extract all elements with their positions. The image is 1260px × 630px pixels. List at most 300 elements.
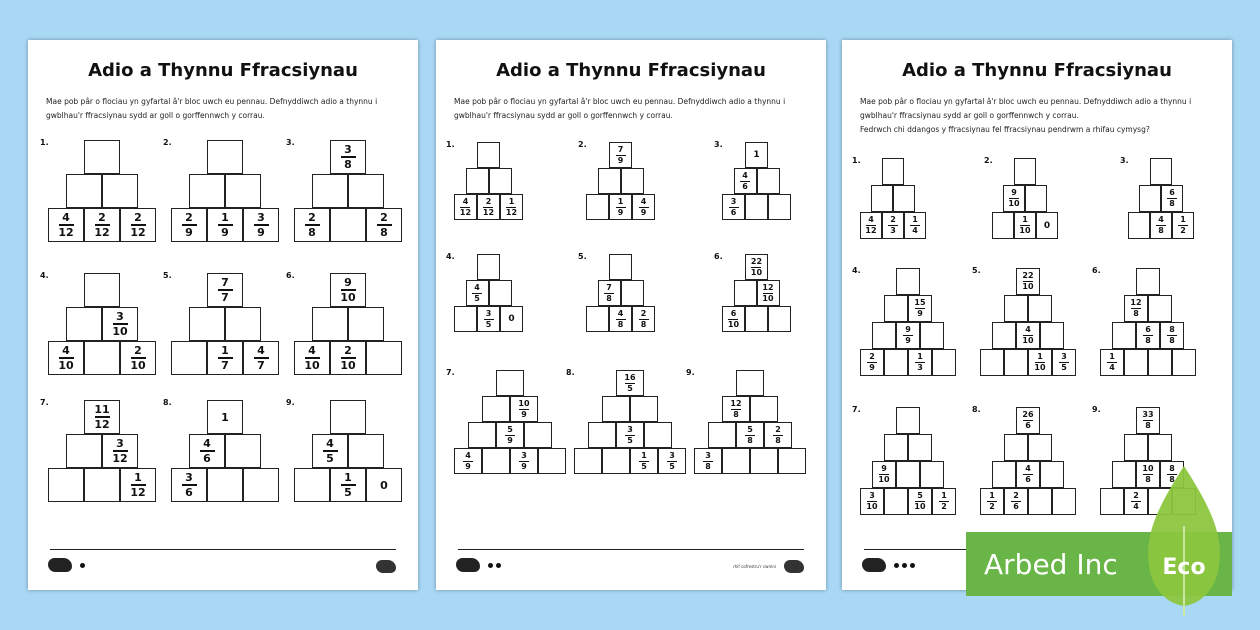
pyramid-block[interactable]: [243, 341, 279, 375]
pyramid-block[interactable]: [745, 142, 768, 168]
denominator: 12: [94, 225, 110, 239]
numerator: 9: [344, 276, 352, 290]
numerator: 3: [669, 450, 675, 460]
pyramid-block[interactable]: [1128, 212, 1150, 239]
pyramid-block[interactable]: [992, 461, 1016, 488]
fraction: [624, 374, 635, 393]
pyramid-block[interactable]: [510, 448, 538, 474]
fraction: [878, 465, 889, 484]
puzzle-number: 3.: [286, 138, 295, 147]
numerator: 6: [1169, 188, 1175, 197]
fraction: [914, 492, 925, 511]
pyramid-block[interactable]: [1028, 488, 1052, 515]
fraction: [1131, 492, 1141, 511]
pyramid-block[interactable]: [366, 341, 402, 375]
fraction: [304, 345, 319, 371]
difficulty-dot: [488, 563, 493, 568]
pyramid-block[interactable]: [1052, 349, 1076, 376]
numerator: 2: [775, 424, 781, 434]
pyramid-block[interactable]: [1100, 349, 1124, 376]
pyramid-block[interactable]: [1040, 322, 1064, 349]
fraction: [939, 492, 949, 511]
fraction: [1130, 299, 1141, 318]
worksheet-title: Adio a Thynnu Ffracsiynau: [902, 60, 1172, 81]
pyramid-block[interactable]: [630, 448, 658, 474]
pyramid-block[interactable]: [1172, 212, 1194, 239]
pyramid-block[interactable]: [1004, 295, 1028, 322]
pyramid-block[interactable]: [294, 208, 330, 242]
pyramid-block[interactable]: [882, 158, 904, 185]
pyramid-block[interactable]: [602, 396, 630, 422]
pyramid-block[interactable]: [466, 280, 489, 306]
pyramid-block[interactable]: [734, 168, 757, 194]
pyramid-block[interactable]: [736, 422, 764, 448]
pyramid-block[interactable]: [120, 208, 156, 242]
denominator: 6: [730, 207, 737, 217]
denominator: 6: [185, 485, 193, 499]
pyramid-block[interactable]: [1148, 349, 1172, 376]
pyramid-block[interactable]: [768, 306, 791, 332]
fraction: [728, 310, 739, 329]
pyramid-block[interactable]: [893, 185, 915, 212]
denominator: 8: [733, 409, 739, 419]
difficulty-dot: [496, 563, 501, 568]
pyramid-block[interactable]: [312, 434, 348, 468]
pyramid-block[interactable]: [207, 341, 243, 375]
pyramid-block[interactable]: [750, 448, 778, 474]
pyramid-block[interactable]: [294, 468, 330, 502]
pyramid-block[interactable]: [1160, 322, 1184, 349]
pyramid-block[interactable]: [1124, 295, 1148, 322]
pyramid-block[interactable]: [1052, 488, 1076, 515]
pyramid-block[interactable]: [1028, 434, 1052, 461]
numerator: 6: [730, 308, 737, 318]
pyramid-block[interactable]: [500, 306, 523, 332]
puzzle-number: 5.: [578, 252, 587, 261]
pyramid-block[interactable]: [745, 306, 768, 332]
pyramid-block[interactable]: [616, 422, 644, 448]
pyramid-block[interactable]: [884, 488, 908, 515]
pyramid-block[interactable]: [920, 322, 944, 349]
fraction: [323, 438, 338, 464]
pyramid-block[interactable]: [736, 370, 764, 396]
pyramid-block[interactable]: [586, 306, 609, 332]
denominator: 2: [941, 502, 947, 511]
pyramid-block[interactable]: [294, 341, 330, 375]
pyramid-block[interactable]: [908, 349, 932, 376]
pyramid-block[interactable]: [904, 212, 926, 239]
pyramid-block[interactable]: [1100, 488, 1124, 515]
pyramid-block[interactable]: [1016, 461, 1040, 488]
pyramid-block[interactable]: [1124, 349, 1148, 376]
pyramid-block[interactable]: [1136, 322, 1160, 349]
pyramid-block[interactable]: [1016, 407, 1040, 434]
pyramid-block[interactable]: [1172, 349, 1196, 376]
pyramid-block[interactable]: [609, 142, 632, 168]
pyramid-block[interactable]: [1004, 488, 1028, 515]
denominator: 10: [340, 290, 356, 304]
pyramid-block[interactable]: [524, 422, 552, 448]
pyramid-block[interactable]: [908, 434, 932, 461]
fraction: [616, 310, 626, 329]
pyramid-block[interactable]: [1148, 295, 1172, 322]
pyramid-block[interactable]: [1004, 434, 1028, 461]
pyramid-block[interactable]: [734, 280, 757, 306]
numerator: 2: [98, 211, 106, 225]
pyramid-block[interactable]: [84, 140, 120, 174]
pyramid-block[interactable]: [48, 341, 84, 375]
pyramid-block[interactable]: [1161, 185, 1183, 212]
puzzle-number: 4.: [40, 271, 49, 280]
pyramid-block[interactable]: [477, 254, 500, 280]
denominator: 10: [750, 267, 763, 277]
pyramid-block[interactable]: [496, 422, 524, 448]
pyramid-block[interactable]: [225, 307, 261, 341]
denominator: 5: [1061, 363, 1067, 372]
pyramid-block[interactable]: [884, 434, 908, 461]
pyramid-block[interactable]: [896, 461, 920, 488]
pyramid-block[interactable]: [1014, 158, 1036, 185]
pyramid-block[interactable]: [84, 341, 120, 375]
pyramid-block[interactable]: [860, 212, 882, 239]
numerator: 2: [308, 211, 316, 225]
fraction: [130, 212, 145, 238]
pyramid-block[interactable]: [1148, 434, 1172, 461]
numerator: 3: [869, 491, 875, 500]
fraction: [639, 310, 649, 329]
fraction: [1107, 353, 1117, 372]
pyramid-block[interactable]: [932, 349, 956, 376]
pyramid-block[interactable]: [980, 488, 1004, 515]
pyramid-block[interactable]: [609, 194, 632, 220]
pyramid-block[interactable]: [1040, 461, 1064, 488]
numerator: 22: [750, 256, 763, 266]
pyramid-block[interactable]: [207, 140, 243, 174]
puzzle-number: 3.: [714, 140, 723, 149]
pyramid-block[interactable]: [1028, 349, 1052, 376]
difficulty-dot: [910, 563, 915, 568]
pyramid-block[interactable]: [598, 168, 621, 194]
pyramid-block[interactable]: [189, 434, 225, 468]
footer-stamp-icon: [784, 560, 804, 573]
pyramid-block[interactable]: [1136, 268, 1160, 295]
fraction: [915, 353, 925, 372]
pyramid-block[interactable]: [477, 142, 500, 168]
denominator: 8: [606, 293, 612, 303]
pyramid-block[interactable]: [243, 468, 279, 502]
pyramid-block[interactable]: [1014, 212, 1036, 239]
fraction: [667, 452, 677, 471]
denominator: 10: [762, 293, 774, 303]
pyramid-block[interactable]: [630, 396, 658, 422]
numerator: 4: [308, 344, 316, 358]
pyramid-block[interactable]: [598, 280, 621, 306]
fraction: [1156, 216, 1166, 235]
pyramid-block[interactable]: [992, 322, 1016, 349]
pyramid-block[interactable]: [1112, 322, 1136, 349]
denominator: 10: [304, 358, 320, 372]
pyramid-block[interactable]: [992, 212, 1014, 239]
pyramid-block[interactable]: [489, 168, 512, 194]
pyramid-block[interactable]: [84, 400, 120, 434]
pyramid-block[interactable]: [658, 448, 686, 474]
fraction: [616, 146, 626, 165]
pyramid-block[interactable]: [708, 422, 736, 448]
pyramid-block[interactable]: [120, 341, 156, 375]
fraction: [703, 452, 713, 471]
pyramid-block[interactable]: [66, 307, 102, 341]
pyramid-block[interactable]: [207, 468, 243, 502]
puzzle-number: 8.: [972, 405, 981, 414]
denominator: 8: [1145, 421, 1151, 430]
pyramid-block[interactable]: [616, 370, 644, 396]
denominator: 8: [1169, 336, 1175, 345]
pyramid-block[interactable]: [1124, 434, 1148, 461]
pyramid-block[interactable]: [1150, 212, 1172, 239]
instructions-line: Mae pob pâr o flociau yn gyfartal â'r bloc uwch eu pennau. Defnyddiwch adio a thynnu i: [860, 97, 1192, 106]
fraction: [987, 492, 997, 511]
denominator: 5: [485, 319, 492, 329]
pyramid-block[interactable]: [477, 194, 500, 220]
pyramid-block[interactable]: [764, 422, 792, 448]
pyramid-block[interactable]: [1003, 185, 1025, 212]
pyramid-block[interactable]: [722, 396, 750, 422]
numerator: 2: [185, 211, 193, 225]
pyramid-block[interactable]: [609, 306, 632, 332]
fraction: [340, 345, 355, 371]
pyramid-block[interactable]: [348, 434, 384, 468]
pyramid-block[interactable]: [1150, 158, 1172, 185]
pyramid-block[interactable]: [1036, 212, 1058, 239]
pyramid-block[interactable]: [1016, 268, 1040, 295]
pyramid-block[interactable]: [694, 448, 722, 474]
pyramid-block[interactable]: [48, 208, 84, 242]
pyramid-block[interactable]: [207, 273, 243, 307]
difficulty-dot: [80, 563, 85, 568]
pyramid-block[interactable]: [482, 448, 510, 474]
pyramid-block[interactable]: [454, 194, 477, 220]
fraction: [112, 438, 127, 464]
pyramid-block[interactable]: [207, 400, 243, 434]
pyramid-block[interactable]: [496, 370, 524, 396]
pyramid-block[interactable]: [102, 307, 138, 341]
pyramid-block[interactable]: [872, 461, 896, 488]
pyramid-block[interactable]: [644, 422, 672, 448]
worksheet-page: [28, 40, 418, 590]
pyramid-block[interactable]: [586, 194, 609, 220]
fraction: [910, 216, 920, 235]
pyramid-block[interactable]: [980, 349, 1004, 376]
pyramid-block[interactable]: [884, 295, 908, 322]
pyramid-block[interactable]: [722, 306, 745, 332]
pyramid-block[interactable]: [330, 140, 366, 174]
fraction: [341, 144, 356, 170]
fraction: [1143, 326, 1153, 345]
pyramid-block[interactable]: [538, 448, 566, 474]
pyramid-block[interactable]: [1016, 322, 1040, 349]
pyramid-block[interactable]: [908, 295, 932, 322]
pyramid-block[interactable]: [102, 174, 138, 208]
denominator: 10: [914, 502, 926, 511]
pyramid-block[interactable]: [225, 174, 261, 208]
fraction: [639, 198, 649, 217]
denominator: 5: [326, 451, 334, 465]
pyramid-block[interactable]: [454, 306, 477, 332]
pyramid-block[interactable]: [632, 306, 655, 332]
pyramid-block[interactable]: [330, 400, 366, 434]
pyramid-block[interactable]: [477, 306, 500, 332]
denominator: 9: [617, 155, 624, 165]
numerator: 5: [917, 491, 923, 500]
numerator: 7: [617, 144, 624, 154]
pyramid-block[interactable]: [66, 174, 102, 208]
pyramid-block[interactable]: [872, 322, 896, 349]
denominator: 7: [221, 290, 229, 304]
pyramid-block[interactable]: [48, 468, 84, 502]
pyramid-block[interactable]: [602, 448, 630, 474]
pyramid-block[interactable]: [84, 273, 120, 307]
worksheet-title: Adio a Thynnu Ffracsiynau: [496, 60, 766, 81]
numerator: 3: [705, 450, 711, 460]
denominator: 6: [203, 451, 211, 465]
pyramid-block[interactable]: [466, 168, 489, 194]
pyramid-block[interactable]: [348, 307, 384, 341]
pyramid-block[interactable]: [207, 208, 243, 242]
pyramid-block[interactable]: [454, 448, 482, 474]
pyramid-block[interactable]: [189, 307, 225, 341]
numerator: 4: [742, 170, 748, 180]
numerator: 3: [627, 424, 633, 434]
pyramid-block[interactable]: [243, 208, 279, 242]
numerator: 2: [890, 215, 896, 224]
numerator: 1: [221, 211, 229, 225]
fraction: [58, 345, 73, 371]
pyramid-block[interactable]: [1112, 461, 1136, 488]
numerator: 4: [1025, 325, 1031, 334]
pyramid-block[interactable]: [1028, 295, 1052, 322]
pyramid-block[interactable]: [330, 468, 366, 502]
pyramid-block[interactable]: [330, 341, 366, 375]
fraction: [58, 212, 73, 238]
pyramid-block[interactable]: [609, 254, 632, 280]
puzzle-number: 2.: [163, 138, 172, 147]
pyramid-block[interactable]: [102, 434, 138, 468]
pyramid-block[interactable]: [489, 280, 512, 306]
footer-divider: [458, 549, 804, 551]
denominator: 2: [989, 502, 995, 511]
pyramid-block[interactable]: [330, 208, 366, 242]
fraction: [1022, 411, 1033, 430]
pyramid-block[interactable]: [908, 488, 932, 515]
denominator: 8: [747, 435, 753, 445]
pyramid-block[interactable]: [482, 396, 510, 422]
pyramid-block[interactable]: [366, 208, 402, 242]
pyramid-block[interactable]: [632, 194, 655, 220]
pyramid-block[interactable]: [722, 194, 745, 220]
pyramid-block[interactable]: [722, 448, 750, 474]
pyramid-block[interactable]: [468, 422, 496, 448]
pyramid-block[interactable]: [757, 280, 780, 306]
pyramid-block[interactable]: [621, 280, 644, 306]
numerator: 2: [640, 308, 647, 318]
pyramid-block[interactable]: [860, 488, 884, 515]
pyramid-block[interactable]: [171, 208, 207, 242]
denominator: 3: [917, 363, 923, 372]
pyramid-block[interactable]: [84, 208, 120, 242]
pyramid-block[interactable]: [871, 185, 893, 212]
pyramid-block[interactable]: [932, 488, 956, 515]
pyramid-block[interactable]: [84, 468, 120, 502]
pyramid-block[interactable]: [366, 468, 402, 502]
pyramid-block[interactable]: [757, 168, 780, 194]
fraction: [254, 345, 269, 371]
pyramid-block[interactable]: [896, 268, 920, 295]
block-value: 0: [508, 314, 515, 324]
numerator: 1: [508, 196, 515, 206]
pyramid-block[interactable]: [860, 349, 884, 376]
pyramid-block[interactable]: [171, 468, 207, 502]
pyramid-block[interactable]: [896, 322, 920, 349]
fraction: [460, 198, 471, 217]
pyramid-block[interactable]: [1004, 349, 1028, 376]
numerator: 3: [521, 450, 527, 460]
fraction: [1178, 216, 1188, 235]
denominator: 6: [1013, 502, 1019, 511]
pyramid-block[interactable]: [171, 341, 207, 375]
pyramid-block[interactable]: [745, 194, 768, 220]
numerator: 10: [1142, 464, 1154, 473]
pyramid-block[interactable]: [348, 174, 384, 208]
pyramid-block[interactable]: [510, 396, 538, 422]
pyramid-block[interactable]: [884, 349, 908, 376]
pyramid-block[interactable]: [189, 174, 225, 208]
pyramid-block[interactable]: [1025, 185, 1047, 212]
denominator: 8: [344, 157, 352, 171]
footer-divider: [50, 549, 396, 551]
pyramid-block[interactable]: [330, 273, 366, 307]
fraction: [463, 452, 473, 471]
pyramid-block[interactable]: [778, 448, 806, 474]
numerator: 1: [221, 344, 229, 358]
numerator: 1: [912, 215, 918, 224]
pyramid-block[interactable]: [621, 168, 644, 194]
pyramid-block[interactable]: [66, 434, 102, 468]
pyramid-block[interactable]: [882, 212, 904, 239]
puzzle-number: 5.: [972, 266, 981, 275]
pyramid-block[interactable]: [500, 194, 523, 220]
pyramid-block[interactable]: [750, 396, 778, 422]
pyramid-block[interactable]: [1136, 407, 1160, 434]
pyramid-block[interactable]: [745, 254, 768, 280]
pyramid-block[interactable]: [920, 461, 944, 488]
fraction: [1022, 326, 1033, 345]
pyramid-block[interactable]: [225, 434, 261, 468]
fraction: [377, 212, 392, 238]
fraction: [254, 212, 269, 238]
pyramid-block[interactable]: [312, 174, 348, 208]
denominator: 12: [505, 207, 518, 217]
pyramid-block[interactable]: [768, 194, 791, 220]
pyramid-block[interactable]: [896, 407, 920, 434]
pyramid-block[interactable]: [588, 422, 616, 448]
fraction: [1011, 492, 1021, 511]
pyramid-block[interactable]: [312, 307, 348, 341]
pyramid-block[interactable]: [574, 448, 602, 474]
numerator: 9: [905, 325, 911, 334]
denominator: 9: [521, 461, 527, 471]
pyramid-block[interactable]: [1139, 185, 1161, 212]
pyramid-block[interactable]: [120, 468, 156, 502]
